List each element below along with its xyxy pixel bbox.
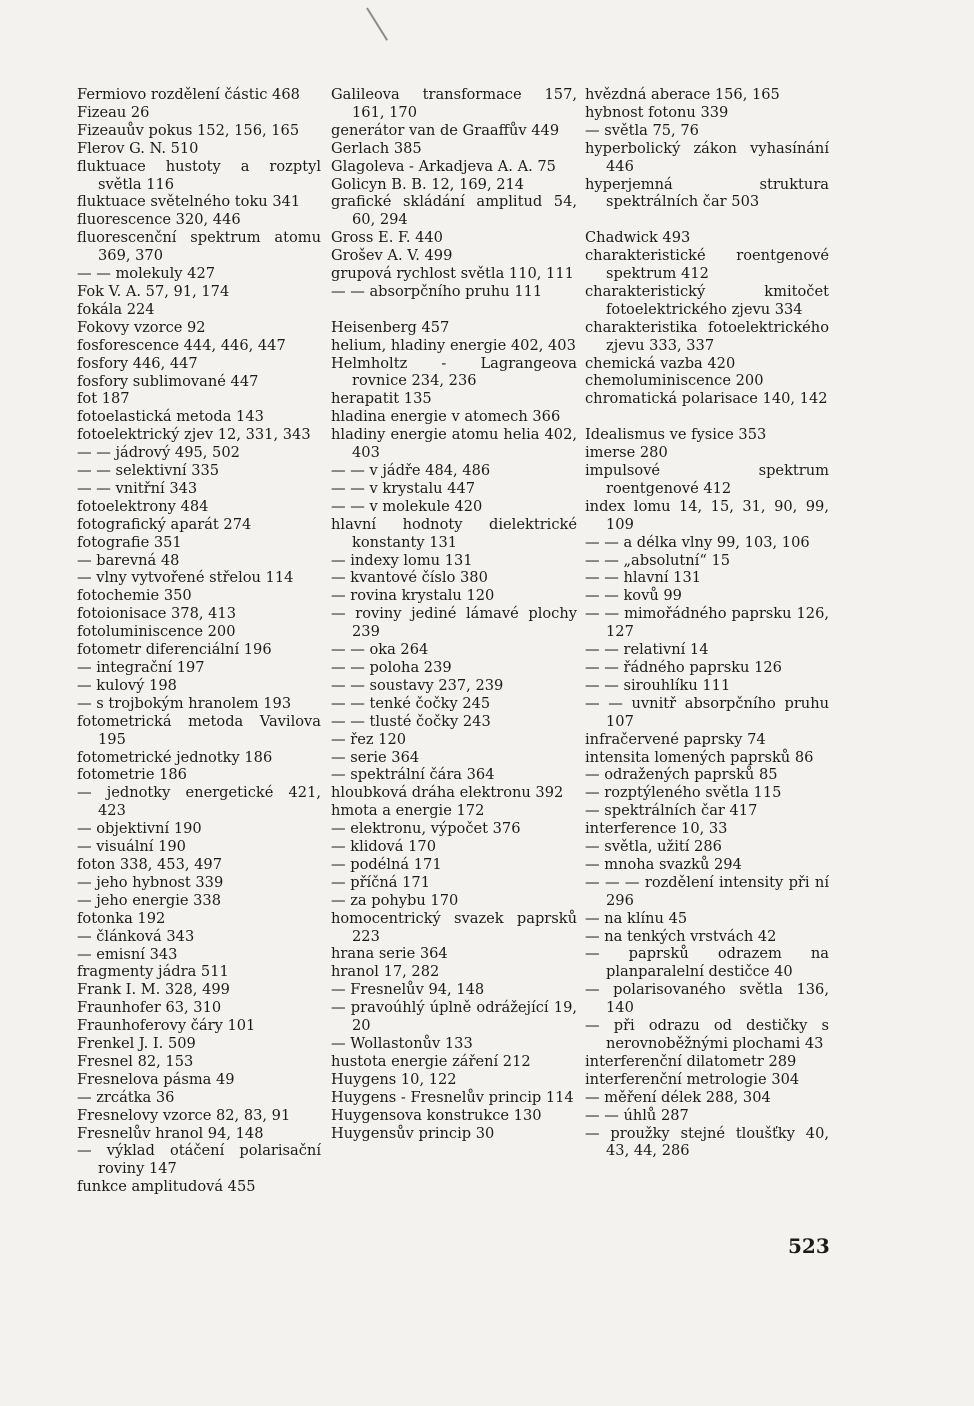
index-entry: imerse 280 bbox=[585, 444, 668, 462]
index-entry: index lomu 14, 15, 31, 90, 99, 109 bbox=[585, 497, 829, 533]
index-entry: Fokovy vzorce 92 bbox=[77, 318, 206, 336]
index-entry: fotometrická metoda Vavilova 195 bbox=[77, 712, 321, 748]
index-column-3 bbox=[585, 86, 829, 1160]
index-entry: chemoluminiscence 200 bbox=[585, 372, 764, 390]
index-subentry: — — „absolutní“ 15 bbox=[585, 551, 731, 569]
index-subentry: — jeho hybnost 339 bbox=[77, 873, 224, 891]
index-entry: chromatická polarisace 140, 142 bbox=[585, 390, 828, 408]
index-subentry: — mnoha svazků 294 bbox=[585, 855, 742, 873]
index-subentry: — — — rozdělení intensity při ní 296 bbox=[585, 873, 829, 909]
index-entry: fotochemie 350 bbox=[77, 587, 192, 605]
index-entry: grafické skládání amplitud 54, 60, 294 bbox=[331, 193, 577, 229]
index-subentry: — jeho energie 338 bbox=[77, 891, 222, 909]
index-subentry: — objektivní 190 bbox=[77, 820, 202, 838]
index-entry: foton 338, 453, 497 bbox=[77, 855, 222, 873]
index-subentry: — — sirouhlíku 111 bbox=[585, 676, 731, 694]
index-subentry: — na tenkých vrstvách 42 bbox=[585, 927, 777, 945]
index-subentry: — — kovů 99 bbox=[585, 587, 682, 605]
index-entry: interferenční metrologie 304 bbox=[585, 1070, 800, 1088]
index-entry: chemická vazba 420 bbox=[585, 354, 736, 372]
index-subentry: — — uvnitř absorpčního pruhu 107 bbox=[585, 694, 829, 730]
index-subentry: — — poloha 239 bbox=[331, 658, 452, 676]
index-entry: Huygensův princip 30 bbox=[331, 1124, 495, 1142]
index-subentry: — podélná 171 bbox=[331, 855, 442, 873]
index-entry: Glagoleva - Arkadjeva A. A. 75 bbox=[331, 157, 556, 175]
index-subentry: — — absorpčního pruhu 111 bbox=[331, 282, 543, 300]
index-subentry: — světla 75, 76 bbox=[585, 121, 699, 139]
index-subentry: — Fresnelův 94, 148 bbox=[331, 981, 485, 999]
index-entry: Frank I. M. 328, 499 bbox=[77, 981, 230, 999]
index-subentry: — článková 343 bbox=[77, 927, 195, 945]
index-entry: impulsové spektrum roentgenové 412 bbox=[585, 462, 829, 497]
index-entry: herapatit 135 bbox=[331, 390, 432, 408]
index-entry: charakteristický kmitočet fotoelektrického zjevu 334 bbox=[585, 282, 829, 318]
index-subentry: — kvantové číslo 380 bbox=[331, 569, 488, 587]
index-entry: Fresnelova pásma 49 bbox=[77, 1070, 235, 1088]
index-entry: Galileova transformace 157, 161, 170 bbox=[331, 86, 577, 121]
index-entry: fotoionisace 378, 413 bbox=[77, 605, 236, 623]
index-subentry: — — mimořádného paprsku 126, 127 bbox=[585, 605, 829, 641]
index-subentry: — odražených paprsků 85 bbox=[585, 766, 778, 784]
index-subentry: — s trojbokým hranolem 193 bbox=[77, 694, 292, 712]
index-subentry: — rozptýleného světla 115 bbox=[585, 784, 782, 802]
index-subentry: — — tlusté čočky 243 bbox=[331, 712, 491, 730]
index-subentry: — na klínu 45 bbox=[585, 909, 688, 927]
index-subentry: — — selektivní 335 bbox=[77, 462, 220, 480]
index-entry: infračervené paprsky 74 bbox=[585, 730, 766, 748]
index-entry: hrana serie 364 bbox=[331, 945, 448, 963]
index-subentry: — klidová 170 bbox=[331, 838, 436, 856]
index-entry: hyperbolický zákon vyhasínání 446 bbox=[585, 139, 829, 175]
index-entry: fotonka 192 bbox=[77, 909, 166, 927]
index-subentry: — rovina krystalu 120 bbox=[331, 587, 495, 605]
index-entry: Idealismus ve fysice 353 bbox=[585, 426, 767, 444]
index-subentry: — barevná 48 bbox=[77, 551, 180, 569]
index-column-1 bbox=[77, 86, 321, 1196]
index-entry: homocentrický svazek paprsků 223 bbox=[331, 909, 577, 945]
index-subentry: — roviny jediné lámavé plochy 239 bbox=[331, 605, 577, 641]
index-subentry: — za pohybu 170 bbox=[331, 891, 459, 909]
index-entry: hvězdná aberace 156, 165 bbox=[585, 86, 780, 103]
index-entry: intensita lomených paprsků 86 bbox=[585, 748, 814, 766]
index-entry: fluktuace hustoty a rozptyl světla 116 bbox=[77, 157, 321, 193]
index-entry: charakteristické roentgenové spektrum 412 bbox=[585, 247, 829, 283]
index-subentry: — výklad otáčení polarisační roviny 147 bbox=[77, 1142, 321, 1178]
index-entry: hloubková dráha elektronu 392 bbox=[331, 784, 564, 802]
index-entry: Chadwick 493 bbox=[585, 229, 691, 247]
index-entry: Frenkel J. I. 509 bbox=[77, 1035, 196, 1053]
index-subentry: — řez 120 bbox=[331, 730, 407, 748]
index-subentry: — měření délek 288, 304 bbox=[585, 1088, 771, 1106]
index-entry: Fok V. A. 57, 91, 174 bbox=[77, 282, 230, 300]
index-entry: Gross E. F. 440 bbox=[331, 229, 443, 247]
index-entry: hmota a energie 172 bbox=[331, 802, 485, 820]
index-subentry: — — molekuly 427 bbox=[77, 265, 216, 283]
index-entry: fotoelastická metoda 143 bbox=[77, 408, 264, 426]
index-entry: Fermiovo rozdělení částic 468 bbox=[77, 86, 300, 103]
index-subentry: — zrcátka 36 bbox=[77, 1088, 175, 1106]
index-subentry: — — v krystalu 447 bbox=[331, 479, 476, 497]
index-entry: grupová rychlost světla 110, 111 bbox=[331, 265, 574, 283]
index-subentry: — — řádného paprsku 126 bbox=[585, 658, 782, 676]
index-entry: Fizeauův pokus 152, 156, 165 bbox=[77, 121, 300, 139]
index-subentry: — — vnitřní 343 bbox=[77, 479, 198, 497]
index-entry: fotografie 351 bbox=[77, 533, 182, 551]
index-subentry: — indexy lomu 131 bbox=[331, 551, 473, 569]
index-subentry: — jednotky energetické 421, 423 bbox=[77, 784, 321, 820]
index-entry: fotografický aparát 274 bbox=[77, 515, 252, 533]
index-entry: Fresnelovy vzorce 82, 83, 91 bbox=[77, 1106, 291, 1124]
index-subentry: — — hlavní 131 bbox=[585, 569, 702, 587]
index-entry: Fresnel 82, 153 bbox=[77, 1052, 194, 1070]
index-entry: fotoelektrony 484 bbox=[77, 497, 209, 515]
index-column-2 bbox=[331, 86, 577, 1142]
index-subentry: — emisní 343 bbox=[77, 945, 178, 963]
index-subentry: — — v jádře 484, 486 bbox=[331, 462, 491, 480]
index-entry: fotoluminiscence 200 bbox=[77, 623, 236, 641]
index-entry: fragmenty jádra 511 bbox=[77, 963, 229, 981]
index-entry: helium, hladiny energie 402, 403 bbox=[331, 336, 576, 354]
index-entry: hustota energie záření 212 bbox=[331, 1052, 531, 1070]
scan-mark bbox=[366, 7, 388, 40]
index-entry: interferenční dilatometr 289 bbox=[585, 1052, 797, 1070]
index-entry: hranol 17, 282 bbox=[331, 963, 440, 981]
index-entry: interference 10, 33 bbox=[585, 820, 728, 838]
index-entry: Huygens 10, 122 bbox=[331, 1070, 457, 1088]
index-subentry: — vlny vytvořené střelou 114 bbox=[77, 569, 294, 587]
index-subentry: — spektrálních čar 417 bbox=[585, 802, 758, 820]
index-subentry: — spektrální čára 364 bbox=[331, 766, 495, 784]
index-entry: fluktuace světelného toku 341 bbox=[77, 193, 301, 211]
index-subentry: — paprsků odrazem na planparalelní destičce 40 bbox=[585, 945, 829, 981]
index-entry: Flerov G. N. 510 bbox=[77, 139, 199, 157]
index-entry: fosfory sublimované 447 bbox=[77, 372, 259, 390]
index-subentry: — světla, užití 286 bbox=[585, 838, 722, 856]
index-entry: fot 187 bbox=[77, 390, 130, 408]
page-number: 523 bbox=[788, 1234, 830, 1258]
index-entry: fotometrické jednotky 186 bbox=[77, 748, 273, 766]
index-subentry: — — soustavy 237, 239 bbox=[331, 676, 504, 694]
index-subentry: — příčná 171 bbox=[331, 873, 430, 891]
index-entry: fokála 224 bbox=[77, 300, 155, 318]
index-subentry: — serie 364 bbox=[331, 748, 420, 766]
index-subentry: — Wollastonův 133 bbox=[331, 1035, 473, 1053]
index-entry: Fraunhofer 63, 310 bbox=[77, 999, 222, 1017]
index-entry: fotoelektrický zjev 12, 331, 343 bbox=[77, 426, 311, 444]
index-entry: Heisenberg 457 bbox=[331, 318, 450, 336]
index-subentry: — — jádrový 495, 502 bbox=[77, 444, 240, 462]
index-entry: fotometrie 186 bbox=[77, 766, 187, 784]
index-entry: Huygensova konstrukce 130 bbox=[331, 1106, 542, 1124]
index-entry: Fresnelův hranol 94, 148 bbox=[77, 1124, 264, 1142]
index-subentry: — — a délka vlny 99, 103, 106 bbox=[585, 533, 810, 551]
index-entry: fotometr diferenciální 196 bbox=[77, 641, 272, 659]
index-entry: Golicyn B. B. 12, 169, 214 bbox=[331, 175, 525, 193]
index-subentry: — — relativní 14 bbox=[585, 641, 709, 659]
index-entry: fosforescence 444, 446, 447 bbox=[77, 336, 286, 354]
index-entry: hyperjemná struktura spektrálních čar 503 bbox=[585, 175, 829, 211]
index-subentry: — — tenké čočky 245 bbox=[331, 694, 491, 712]
index-entry: Fizeau 26 bbox=[77, 103, 150, 121]
index-entry: Helmholtz - Lagrangeova rovnice 234, 236 bbox=[331, 354, 577, 390]
index-entry: Gerlach 385 bbox=[331, 139, 422, 157]
index-entry: Fraunhoferovy čáry 101 bbox=[77, 1017, 256, 1035]
index-entry: fosfory 446, 447 bbox=[77, 354, 198, 372]
index-entry: hladiny energie atomu helia 402, 403 bbox=[331, 426, 577, 462]
index-subentry: — kulový 198 bbox=[77, 676, 177, 694]
index-entry: charakteristika fotoelektrického zjevu 333, 337 bbox=[585, 318, 829, 354]
index-subentry: — — oka 264 bbox=[331, 641, 429, 659]
index-entry: hlavní hodnoty dielektrické konstanty 131 bbox=[331, 515, 577, 551]
index-entry: hybnost fotonu 339 bbox=[585, 103, 729, 121]
index-entry: Huygens - Fresnelův princip 114 bbox=[331, 1088, 574, 1106]
index-entry: funkce amplitudová 455 bbox=[77, 1178, 256, 1196]
index-entry: fluorescenční spektrum atomu 369, 370 bbox=[77, 229, 321, 265]
index-subentry: — při odrazu od destičky s nerovnoběžnými plochami 43 bbox=[585, 1017, 829, 1052]
index-subentry: — elektronu, výpočet 376 bbox=[331, 820, 521, 838]
index-subentry: — pravoúhlý úplně odrážející 19, 20 bbox=[331, 999, 577, 1035]
index-entry: fluorescence 320, 446 bbox=[77, 211, 241, 229]
index-entry: generátor van de Graaffův 449 bbox=[331, 121, 560, 139]
index-subentry: — integrační 197 bbox=[77, 659, 205, 676]
index-subentry: — polarisovaného světla 136, 140 bbox=[585, 981, 829, 1017]
index-subentry: — proužky stejné tloušťky 40, 43, 44, 286 bbox=[585, 1124, 829, 1160]
index-entry: hladina energie v atomech 366 bbox=[331, 408, 561, 426]
index-subentry: — visuální 190 bbox=[77, 838, 186, 856]
index-subentry: — — úhlů 287 bbox=[585, 1106, 689, 1124]
index-entry: Grošev A. V. 499 bbox=[331, 247, 453, 265]
index-subentry: — — v molekule 420 bbox=[331, 497, 483, 515]
